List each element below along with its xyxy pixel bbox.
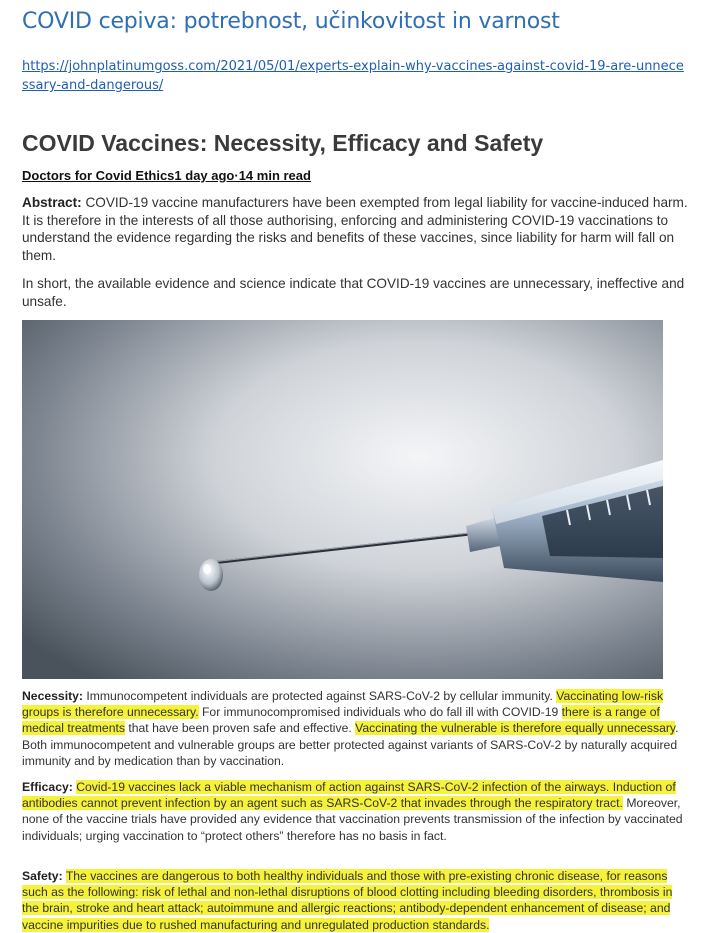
safety-paragraph <box>22 868 690 933</box>
document-title: COVID cepiva: potrebnost, učinkovitost in varnost <box>22 9 560 34</box>
safety-label: Safety: <box>22 869 63 883</box>
necessity-label: Necessity: <box>22 689 83 703</box>
highlighted-text: Covid-19 vaccines lack a viable mechanism of action against SARS-CoV-2 infection of the airways. Induction of antibodies cannot prevent infection by an agent such as SARS-CoV-2 that invades through the respiratory tract. <box>22 780 676 811</box>
syringe-photo <box>22 320 663 679</box>
abstract-text: COVID-19 vaccine manufacturers have been exempted from legal liability for vaccine-induced harm. It is therefore in the interests of all those authorising, enforcing and administering COVID-19 vaccinations to understand the evidence regarding the risks and benefits of these vaccines, since liability for harm will fall on them. <box>22 195 688 263</box>
highlighted-text: Vaccinating the vulnerable is therefore equally unnecessary <box>355 721 676 736</box>
summary-paragraph: In short, the available evidence and science indicate that COVID-19 vaccines are unnecessary, ineffective and unsafe. <box>22 276 685 309</box>
abstract-label: Abstract: <box>22 195 82 210</box>
source-link[interactable]: https://johnplatinumgoss.com/2021/05/01/experts-explain-why-vaccines-against-covid-19-are-unnecessary-and-dangerous/ <box>22 59 684 93</box>
abstract-paragraph <box>22 194 690 264</box>
highlighted-text: Vaccinating low-risk groups is therefore unnecessary. <box>22 689 664 720</box>
efficacy-label: Efficacy: <box>22 780 73 794</box>
article-byline[interactable]: Doctors for Covid Ethics1 day ago·14 min read <box>22 168 311 183</box>
highlighted-text: there is a range of medical treatments <box>22 705 660 736</box>
necessity-paragraph: Necessity: Immunocompetent individuals are protected against SARS-CoV-2 by cellular immunity. Vaccinating low-risk groups is therefore unnecessary. For immunocompromised individuals who do fall ill with COVID-19 there is a range of medical treatments that have been proven safe and effective. Vaccinating the vulnerable is therefore equally unnecessary. Both immunocompetent and vulnerable groups are better protected against variants of SARS-CoV-2 by naturally acquired immunity and by medication than by vaccination. <box>22 689 679 768</box>
efficacy-paragraph: Efficacy: Covid-19 vaccines lack a viable mechanism of action against SARS-CoV-2 infection of the airways. Induction of antibodies cannot prevent infection by an agent such as SARS-CoV-2 that invades through the respiratory tract. Moreover, none of the vaccine trials have provided any evidence that vaccination prevents transmission of the infection by vaccinated individuals; urging vaccination to “protect others” therefore has no basis in fact. <box>22 780 683 843</box>
article-title: COVID Vaccines: Necessity, Efficacy and Safety <box>22 130 544 156</box>
highlighted-text: The vaccines are dangerous to both healthy individuals and those with pre-existing chronic disease, for reasons such as the following: risk of lethal and non-lethal disruptions of blood clotting including bleeding disorders, thrombosis in the brain, stroke and heart attack; autoimmune and allergic reactions; antibody-dependent enhancement of disease; and vaccine impurities due to rushed manufacturing and unregulated production standards. <box>22 869 673 932</box>
